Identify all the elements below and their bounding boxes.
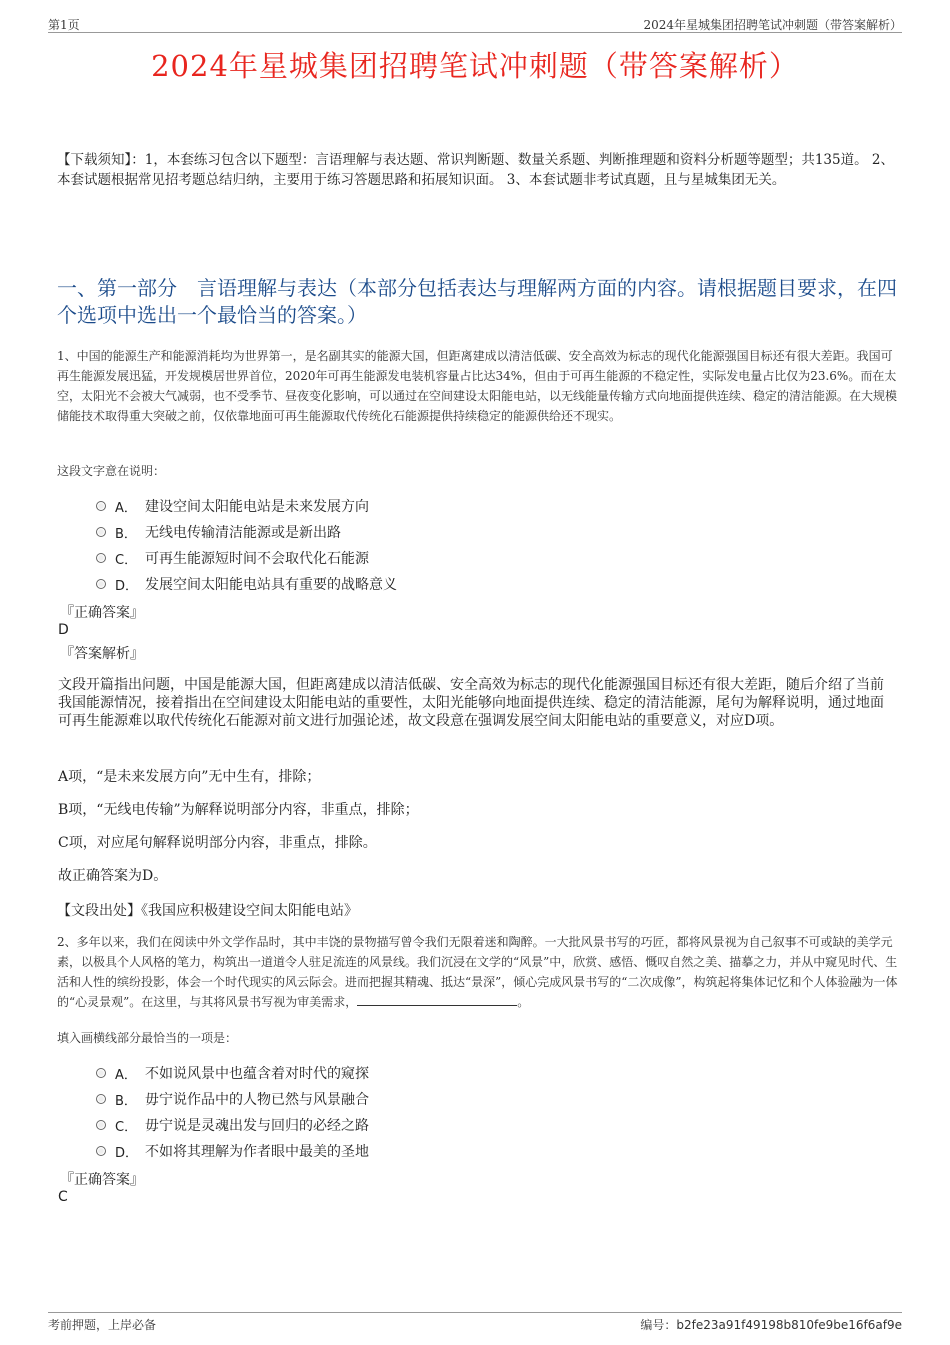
footer-id: 编号：b2fe23a91f49198b810fe9be16f6af9e	[640, 1318, 902, 1332]
document-title: 2024年星城集团招聘笔试冲刺题（带答案解析）	[151, 49, 799, 83]
radio-icon[interactable]	[96, 527, 106, 537]
answer-label: 『正确答案』	[60, 605, 144, 621]
radio-icon[interactable]	[96, 501, 106, 511]
page-number: 第1页	[48, 18, 80, 32]
answer-value: D	[58, 622, 69, 638]
option-b[interactable]: B． 无线电传输清洁能源或是新出路	[96, 519, 397, 545]
analysis-text: 文段开篇指出问题，中国是能源大国，但距离建成以清洁低碳、安全高效为标志的现代化能源强国目标还有很大差距，随后介绍了当前我国能源情况，接着指出在空间建设太阳能电站的重要性，太阳光能够向地面提供连续、稳定的清洁能源，尾句为解释说明，通过地面可再生能源难以取代传统化石能源对前文进行加强论述，故文段意在强调发展空间太阳能电站的重要意义，对应D项。	[58, 677, 884, 729]
analysis-label: 『答案解析』	[60, 646, 144, 662]
option-c[interactable]: C． 可再生能源短时间不会取代化石能源	[96, 545, 397, 571]
radio-icon[interactable]	[96, 1146, 106, 1156]
analysis-option-c: C项，对应尾句解释说明部分内容，非重点，排除。	[58, 835, 377, 851]
passage-source: 【文段出处】《我国应积极建设空间太阳能电站》	[57, 903, 358, 919]
radio-icon[interactable]	[96, 1120, 106, 1130]
fill-blank	[357, 993, 517, 1006]
page-header	[48, 14, 902, 33]
page-footer	[48, 1312, 902, 1332]
question-2-stem: 2、多年以来，我们在阅读中外文学作品时，其中丰饶的景物描写曾令我们无限着迷和陶醉。一大批风景书写的巧匠，都将风景视为自己叙事不可或缺的美学元素，以极具个人风格的笔力，构筑出一道道令人驻足流连的风景线。我们沉浸在文学的“风景”中，欣赏、感悟、慨叹自然之美、描摹之力，并从中窥见时代、生活和人性的缤纷投影，体会一个时代现实的风云际会。进而把握其精魂、抵达“景深”，倾心完成风景书写的“二次成像”，构筑起将集体记忆和个人体验融为一体的“心灵景观”。在这里，与其将风景书写视为审美需求， 。	[57, 935, 898, 1009]
answer-label: 『正确答案』	[60, 1172, 144, 1188]
option-c[interactable]: C． 毋宁说是灵魂出发与回归的必经之路	[96, 1112, 369, 1138]
option-a[interactable]: A． 不如说风景中也蕴含着对时代的窥探	[96, 1060, 369, 1086]
option-b[interactable]: B． 毋宁说作品中的人物已然与风景融合	[96, 1086, 369, 1112]
header-doc-title: 2024年星城集团招聘笔试冲刺题（带答案解析）	[643, 18, 902, 32]
option-d[interactable]: D． 发展空间太阳能电站具有重要的战略意义	[96, 571, 397, 597]
section-title: 一、第一部分 言语理解与表达（本部分包括表达与理解两方面的内容。请根据题目要求，在四个选项中选出一个最恰当的答案。）	[57, 276, 897, 327]
question-2-options	[96, 1060, 369, 1164]
footer-slogan: 考前押题，上岸必备	[48, 1318, 157, 1332]
analysis-option-a: A项，“是未来发展方向”无中生有，排除；	[58, 769, 321, 785]
question-1-prompt: 这段文字意在说明：	[57, 464, 166, 478]
answer-value: C	[58, 1189, 68, 1205]
question-2-prompt: 填入画横线部分最恰当的一项是：	[57, 1031, 238, 1045]
radio-icon[interactable]	[96, 1068, 106, 1078]
analysis-conclusion: 故正确答案为D。	[58, 868, 168, 884]
option-d[interactable]: D． 不如将其理解为作者眼中最美的圣地	[96, 1138, 369, 1164]
option-a[interactable]: A． 建设空间太阳能电站是未来发展方向	[96, 493, 397, 519]
radio-icon[interactable]	[96, 579, 106, 589]
question-1-options	[96, 493, 397, 597]
radio-icon[interactable]	[96, 1094, 106, 1104]
radio-icon[interactable]	[96, 553, 106, 563]
analysis-option-b: B项，“无线电传输”为解释说明部分内容，非重点，排除；	[58, 802, 419, 818]
download-notice: 【下载须知】：1，本套练习包含以下题型：言语理解与表达题、常识判断题、数量关系题、判断推理题和资料分析题等题型；共135道。 2、本套试题根据常见招考题总结归纳，主要用于练习答题思路和拓展知识面。 3、本套试题非考试真题，且与星城集团无关。	[57, 152, 894, 188]
question-1-stem: 1、中国的能源生产和能源消耗均为世界第一，是名副其实的能源大国，但距离建成以清洁低碳、安全高效为标志的现代化能源强国目标还有很大差距。我国可再生能源发展迅猛，开发规模居世界首位，2020年可再生能源发电装机容量占比达34%，但由于可再生能源的不稳定性，实际发电量占比仅为23.6%。而在太空，太阳光不会被大气减弱，也不受季节、昼夜变化影响，可以通过在空间建设太阳能电站，以无线能量传输方式向地面提供连续、稳定的清洁能源。在大规模储能技术取得重大突破之前，仅依靠地面可再生能源取代传统化石能源提供持续稳定的能源供给还不现实。	[57, 349, 898, 423]
